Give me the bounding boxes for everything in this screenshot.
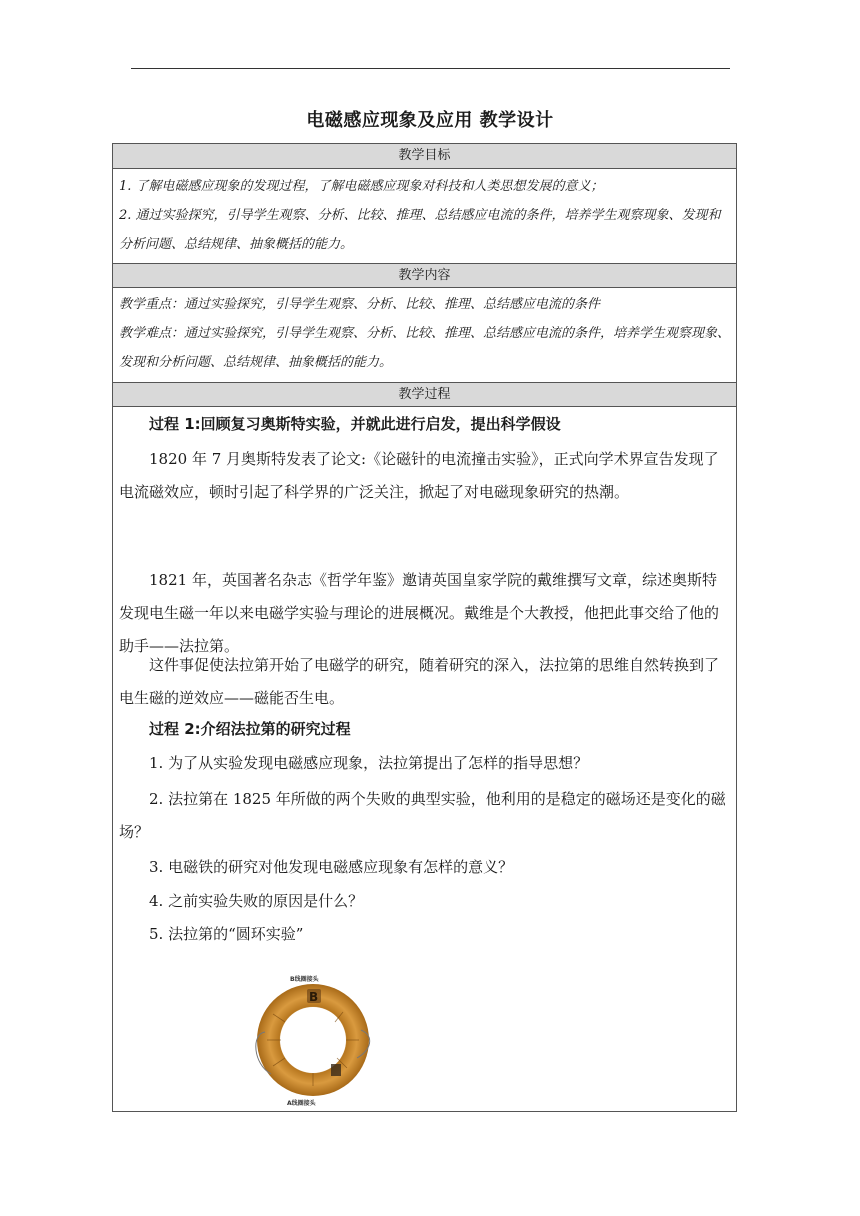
content-heading: 教学内容: [113, 263, 736, 288]
difficulty: 教学难点：通过实验探究，引导学生观察、分析、比较、推理、总结感应电流的条件，培养学生观察现象、发现和分析问题、总结规律、抽象概括的能力。: [119, 326, 731, 370]
question-4: 4. 之前实验失败的原因是什么？: [149, 892, 364, 910]
paragraph-3: 这件事促使法拉第开始了电磁学的研究，随着研究的深入，法拉第的思维自然转换到了电生磁的逆效应——磁能否生电。: [119, 656, 720, 707]
question-3: 3. 电磁铁的研究对他发现电磁感应现象有怎样的意义？: [149, 858, 514, 876]
process-heading: 教学过程: [113, 382, 736, 407]
objectives-heading: 教学目标: [113, 144, 736, 169]
header-rule: [131, 68, 730, 69]
objective-2: 2. 通过实验探究，引导学生观察、分析、比较、推理、总结感应电流的条件，培养学生观察现象、发现和分析问题、总结规律、抽象概括的能力。: [119, 208, 721, 252]
paragraph-2: 1821 年，英国著名杂志《哲学年鉴》邀请英国皇家学院的戴维撰写文章，综述奥斯特发现电生磁一年以来电磁学实验与理论的进展概况。戴维是个大教授，他把此事交给了他的助手——法拉第。: [119, 571, 720, 655]
question-5: 5. 法拉第的“圆环实验”: [149, 925, 304, 943]
question-1: 1. 为了从实验发现电磁感应现象，法拉第提出了怎样的指导思想？: [149, 754, 589, 772]
paragraph-1: 1820 年 7 月奥斯特发表了论文:《论磁针的电流撞击实验》，正式向学术界宣告发现了电流磁效应，顿时引起了科学界的广泛关注，掀起了对电磁现象研究的热潮。: [119, 450, 719, 501]
ring-experiment-figure: [243, 974, 383, 1106]
step-1-title: 过程 1:回顾复习奥斯特实验，并就此进行启发，提出科学假设: [149, 415, 561, 433]
objective-1: 1. 了解电磁感应现象的发现过程，了解电磁感应现象对科技和人类思想发展的意义；: [119, 179, 604, 194]
figure-label-bottom: A线圈接头: [287, 1100, 316, 1107]
iron-ring-image: [243, 974, 383, 1106]
lesson-table: [112, 143, 737, 1112]
key-point: 教学重点：通过实验探究，引导学生观察、分析、比较、推理、总结感应电流的条件: [119, 297, 601, 312]
step-2-title: 过程 2:介绍法拉第的研究过程: [149, 720, 351, 738]
figure-label-top: B线圈接头: [290, 976, 319, 983]
document-title: 电磁感应现象及应用 教学设计: [306, 110, 554, 131]
question-2: 2. 法拉第在 1825 年所做的两个失败的典型实验，他利用的是稳定的磁场还是变化的磁场？: [119, 790, 726, 841]
coil-letter: B: [309, 990, 319, 1004]
